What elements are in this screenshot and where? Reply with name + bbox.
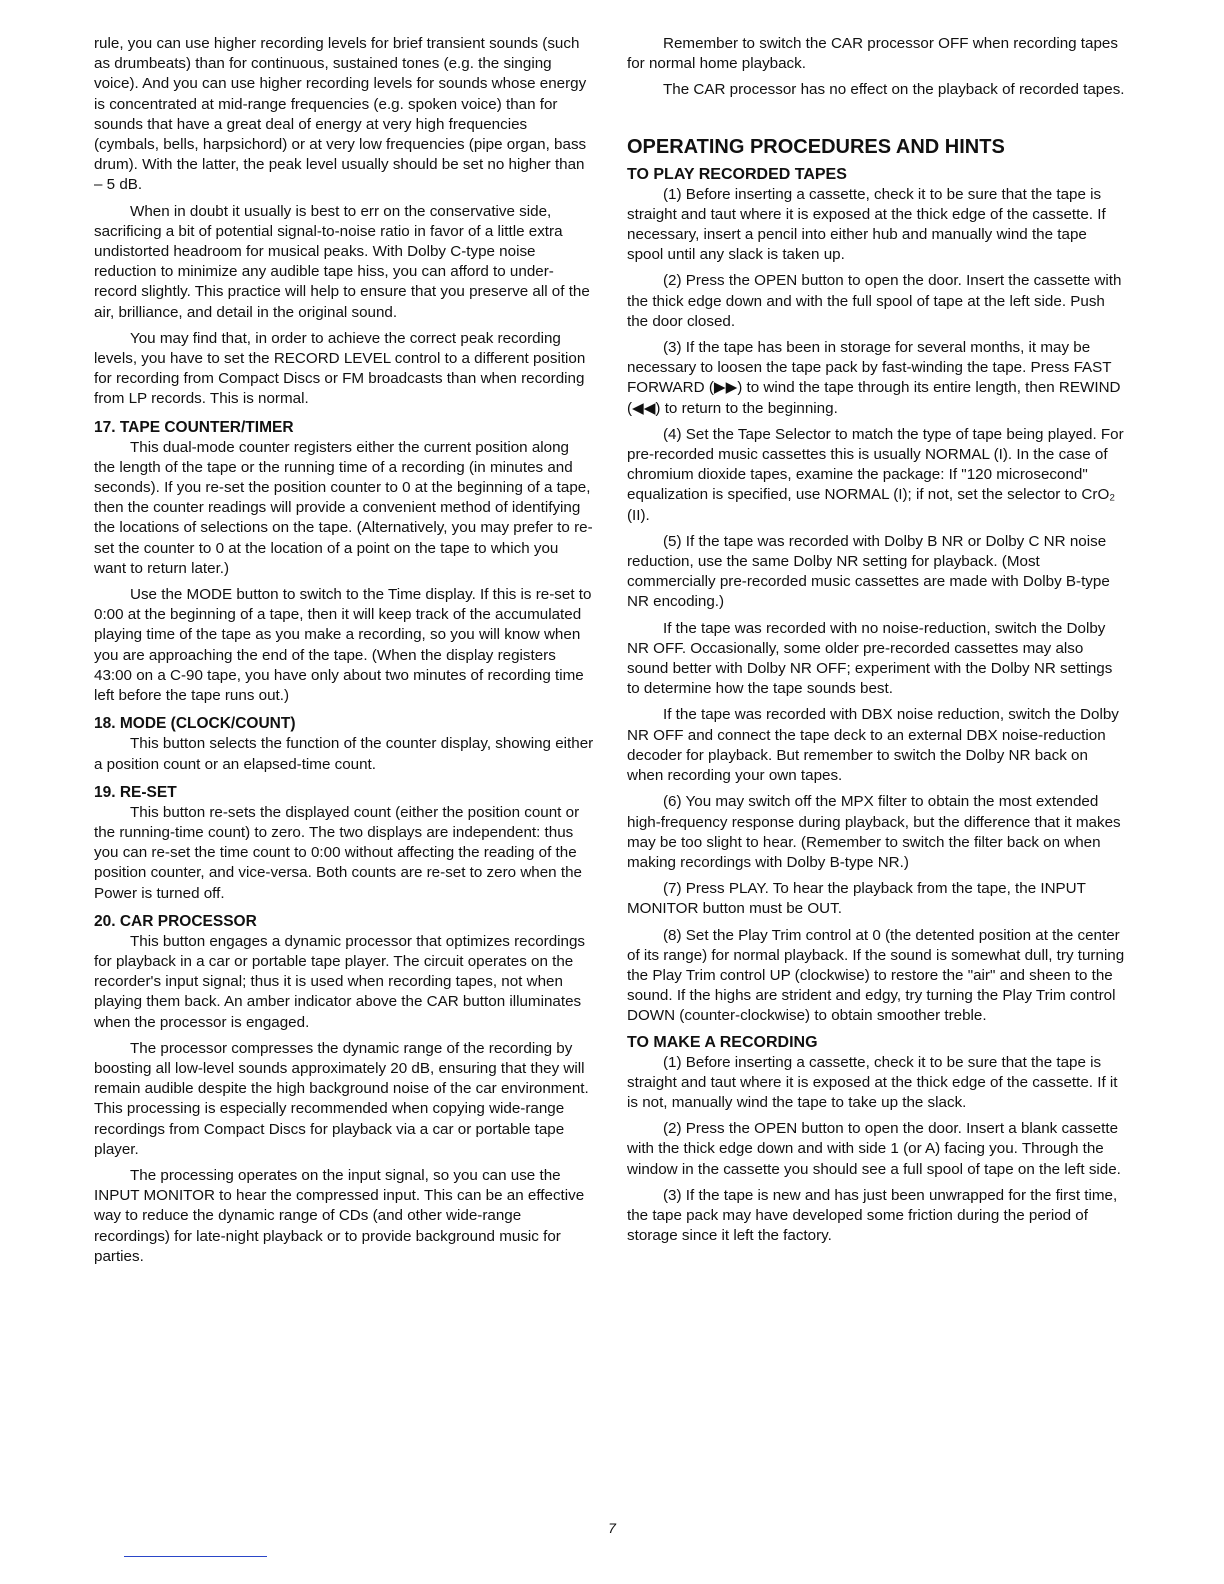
right-column xyxy=(627,34,1127,1252)
page-number: 7 xyxy=(608,1520,616,1536)
play-step-5: (5) If the tape was recorded with Dolby B NR or Dolby C NR noise reduction, use the same Dolby NR setting for playback. (Most commercially pre-recorded music cassettes are made with Dolby B-type NR encoding.) xyxy=(627,532,1110,611)
car-paragraph-5: The CAR processor has no effect on the playback of recorded tapes. xyxy=(663,81,1125,99)
operating-procedures-heading: OPERATING PROCEDURES AND HINTS xyxy=(627,135,1005,158)
play-step-4: (4) Set the Tape Selector to match the type of tape being played. For pre-recorded music cassettes this is usually NORMAL (I). In the case of chromium dioxide tapes, examine the package: If "120 microsecond" equalization is specified, use NORMAL (I); if not, set the selector to CrO₂ (II). xyxy=(627,425,1124,524)
play-step-6: (6) You may switch off the MPX filter to obtain the most extended high-frequency response during playback, but the difference that it makes may be too slight to hear. (Remember to switch the filter back on when making recordings with Dolby B-type NR.) xyxy=(627,793,1121,871)
section-20-paragraph-2: The processor compresses the dynamic range of the recording by boosting all low-level sounds approximately 20 dB, ensuring that they will remain audible despite the high background noise of the car environment. This processing is especially recommended when copying wide-range recordings from Compact Discs for playback via a car or portable tape player. xyxy=(94,1039,589,1158)
section-17-paragraph-1: This dual-mode counter registers either the current position along the length of the tape or the running time of a recording (in minutes and seconds). If you re-set the position counter to 0 at the beginning of a tape, then the counter readings will provide a convenient method of identifying the locations of selections on the tape. (Alternatively, you may prefer to re-set the counter to 0 at the location of a point on the tape to which you want to return later.) xyxy=(94,438,593,577)
play-step-5-no-nr: If the tape was recorded with no noise-reduction, switch the Dolby NR OFF. Occasionally, some older pre-recorded cassettes may also sound better with Dolby NR OFF; experiment with the Dolby NR settings to determine how the tape sounds best. xyxy=(627,619,1113,698)
play-step-2: (2) Press the OPEN button to open the door. Insert the cassette with the thick edge down and with the full spool of tape at the left side. Push the door closed. xyxy=(627,272,1122,330)
section-18-paragraph-1: This button selects the function of the counter display, showing either a position count or an elapsed-time count. xyxy=(94,735,594,773)
section-17-paragraph-2: Use the MODE button to switch to the Time display. If this is re-set to 0:00 at the beginning of a tape, then it will keep track of the accumulated playing time of the tape as you make a recording, so you will know when you are approaching the end of the tape. (When the display registers 43:00 on a C-90 tape, you have only about two minutes of recording time left before the tape runs out.) xyxy=(94,586,592,705)
section-20-paragraph-3: The processing operates on the input signal, so you can use the INPUT MONITOR to hear the compressed input. This can be an effective way to reduce the dynamic range of CDs (and other wide-range recordings) for late-night playback or to provide background music for parties. xyxy=(94,1166,585,1265)
play-step-1: (1) Before inserting a cassette, check it to be sure that the tape is straight and taut where it is exposed at the thick edge of the cassette. If necessary, insert a pencil into either hub and manually wind the tape spool until any slack is taken up. xyxy=(627,185,1106,264)
record-step-1: (1) Before inserting a cassette, check it to be sure that the tape is straight and taut where it is exposed at the thick edge of the cassette. If it is not, manually wind the tape to take up the slack. xyxy=(627,1053,1118,1111)
make-recording-heading: TO MAKE A RECORDING xyxy=(627,1033,818,1051)
left-column xyxy=(94,34,594,1273)
doubt-paragraph: When in doubt it usually is best to err on the conservative side, sacrificing a bit of potential signal-to-noise ratio in favor of a little extra undistorted headroom for musical peaks. With Dolby C-type noise reduction to minimize any audible tape hiss, you can afford to under-record slightly. This practice will help to ensure that you preserve all of the air, brilliance, and detail in the original sound. xyxy=(94,202,590,321)
footer-divider xyxy=(124,1556,267,1557)
play-tapes-heading: TO PLAY RECORDED TAPES xyxy=(627,165,847,183)
section-19-heading: 19. RE-SET xyxy=(94,783,177,801)
section-18-heading: 18. MODE (CLOCK/COUNT) xyxy=(94,715,296,733)
intro-paragraph: rule, you can use higher recording levels for brief transient sounds (such as drumbeats) than for continuous, sustained tones (e.g. the singing voice). And you can use higher recording levels for sounds whose energy is concentrated at mid-range frequencies (e.g. spoken voice) than for sounds that have a great deal of energy at very high frequencies (cymbals, bells, harpsichord) or at very low frequencies (pipe organ, bass drum). With the latter, the peak level usually should be set no higher than – 5 dB. xyxy=(94,35,587,194)
record-step-2: (2) Press the OPEN button to open the door. Insert a blank cassette with the thick edge down and with side 1 (or A) facing you. Through the window in the cassette you should see a full spool of tape on the left side. xyxy=(627,1120,1121,1178)
record-step-3: (3) If the tape is new and has just been unwrapped for the first time, the tape pack may have developed some friction during the period of storage since it left the factory. xyxy=(627,1186,1118,1245)
play-step-7: (7) Press PLAY. To hear the playback from the tape, the INPUT MONITOR button must be OUT. xyxy=(627,880,1086,918)
play-step-3: (3) If the tape has been in storage for several months, it may be necessary to loosen the tape pack by fast-winding the tape. Press FAST FORWARD (▶▶) to wind the tape through its entire length, then REWIND (◀◀) to return to the beginning. xyxy=(627,339,1121,417)
section-20-heading: 20. CAR PROCESSOR xyxy=(94,912,257,930)
section-20-paragraph-1: This button engages a dynamic processor that optimizes recordings for playback in a car or portable tape player. The circuit operates on the recorder's input signal; thus it is used when recording tapes, not when playing them back. An amber indicator above the CAR button illuminates when the processor is engaged. xyxy=(94,932,586,1031)
section-19-paragraph-1: This button re-sets the displayed count (either the position count or the running-time count) to zero. The two displays are independent: thus you can re-set the time count to 0:00 without affecting the reading of the position counter, and vice-versa. Both counts are re-set to zero when the Power is turned off. xyxy=(94,803,582,902)
play-step-8: (8) Set the Play Trim control at 0 (the detented position at the center of its range) for normal playback. If the sound is somewhat dull, try turning the Play Trim control UP (clockwise) to restore the "air" and sheen to the sound. If the highs are strident and edgy, try turning the Play Trim control DOWN (counter-clockwise) to obtain smoother treble. xyxy=(627,926,1125,1025)
play-step-5-dbx: If the tape was recorded with DBX noise reduction, switch the Dolby NR OFF and connect the tape deck to an external DBX noise-reduction decoder for playback. But remember to switch the Dolby NR back on when recording your own tapes. xyxy=(627,706,1119,785)
car-paragraph-4: Remember to switch the CAR processor OFF when recording tapes for normal home playback. xyxy=(627,35,1118,73)
section-17-heading: 17. TAPE COUNTER/TIMER xyxy=(94,418,294,436)
peak-paragraph: You may find that, in order to achieve the correct peak recording levels, you have to set the RECORD LEVEL control to a different position for recording from Compact Discs or FM broadcasts than when recording from LP records. This is normal. xyxy=(94,329,586,408)
